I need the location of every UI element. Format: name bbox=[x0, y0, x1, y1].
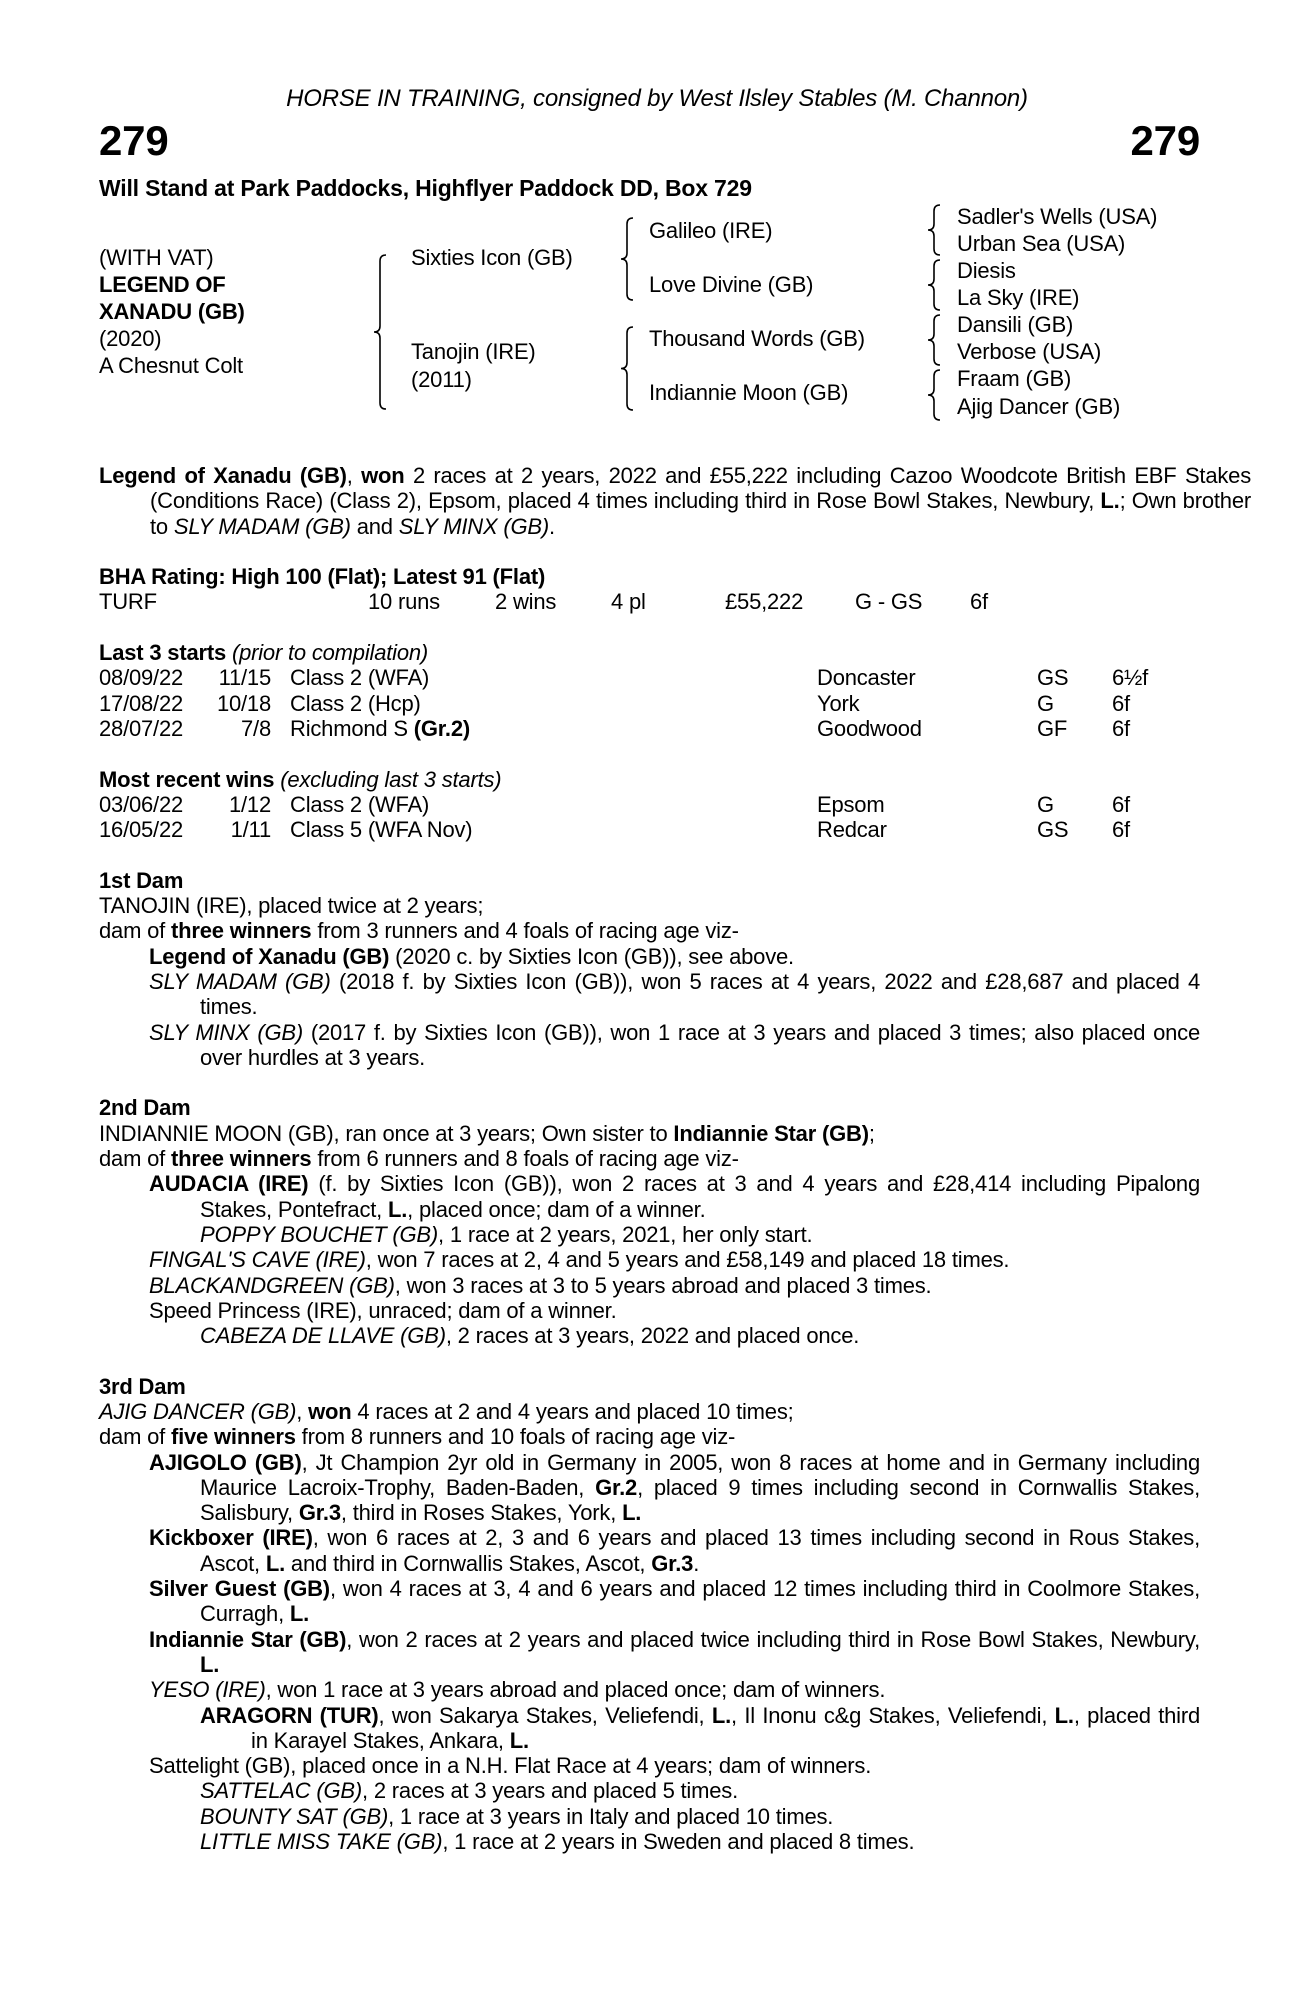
produce-entry bbox=[99, 1146, 1200, 1171]
last-3-starts-section bbox=[99, 640, 1200, 741]
text-segment: TANOJIN (IRE), placed twice at 2 years; bbox=[99, 893, 484, 919]
great-grandparent-name: La Sky (IRE) bbox=[957, 285, 1080, 311]
race-name: Class 2 (WFA) bbox=[290, 665, 430, 691]
produce-entry bbox=[99, 1399, 1200, 1424]
race-date: 16/05/22 bbox=[99, 817, 184, 843]
race-going: G bbox=[1037, 791, 1054, 817]
text-segment: SLY MINX (GB) bbox=[398, 513, 549, 539]
race-course: York bbox=[817, 690, 860, 716]
produce-entry bbox=[99, 1525, 1200, 1576]
recent-wins-title: Most recent wins bbox=[99, 766, 275, 792]
text-segment: , won 6 races at 2, 3 and 6 years and placed 13 times including second in Rous Stakes, Ascot, bbox=[200, 1525, 1200, 1576]
wins: 2 wins bbox=[495, 589, 557, 615]
text-segment: , won Sakarya Stakes, Veliefendi, bbox=[378, 1702, 712, 1728]
text-segment: YESO (IRE) bbox=[149, 1677, 266, 1703]
text-segment: won bbox=[308, 1398, 352, 1424]
lot-number-left: 279 bbox=[99, 117, 169, 164]
pedigree-brace bbox=[928, 260, 942, 310]
text-segment: L. bbox=[622, 1500, 642, 1526]
horse-name-line: (2020) bbox=[99, 326, 162, 352]
pedigree-brace bbox=[928, 370, 942, 420]
pedigree-brace bbox=[621, 218, 635, 300]
text-segment: 4 races at 2 and 4 years and placed 10 times; bbox=[351, 1398, 794, 1424]
text-segment: Silver Guest (GB) bbox=[149, 1576, 330, 1602]
great-grandparent-name: Fraam (GB) bbox=[957, 366, 1072, 392]
text-segment: L. bbox=[509, 1727, 529, 1753]
race-going: G bbox=[1037, 690, 1054, 716]
recent-wins-note: (excluding last 3 starts) bbox=[280, 766, 502, 792]
produce-entry bbox=[99, 893, 1200, 918]
race-position: 1/12 bbox=[228, 791, 271, 817]
text-segment: ; Own brother to bbox=[150, 488, 1251, 539]
stabling-location: Will Stand at Park Paddocks, Highflyer Paddock DD, Box 729 bbox=[99, 175, 752, 201]
text-segment: from 6 runners and 8 foals of racing age viz- bbox=[311, 1146, 739, 1172]
race-name: Class 2 (Hcp) bbox=[290, 690, 421, 716]
text-segment: L. bbox=[1100, 488, 1120, 514]
race-row bbox=[99, 817, 1200, 842]
pedigree-brace bbox=[928, 315, 942, 365]
race-date: 03/06/22 bbox=[99, 791, 184, 817]
produce-entry bbox=[99, 1753, 1200, 1778]
race-distance: 6f bbox=[1112, 791, 1130, 817]
text-segment: AUDACIA (IRE) bbox=[149, 1171, 309, 1197]
horse-name-line: (WITH VAT) bbox=[99, 245, 214, 271]
text-segment: BOUNTY SAT (GB) bbox=[200, 1803, 389, 1829]
race-going: GS bbox=[1037, 665, 1069, 691]
grandparent-name: Galileo (IRE) bbox=[649, 218, 773, 244]
text-segment: (f. by Sixties Icon (GB)), won 2 races at 3 and 4 years and £28,414 including Pipalong Stakes, Pontefract, bbox=[200, 1171, 1200, 1222]
dam-name: Tanojin (IRE) bbox=[411, 339, 536, 365]
produce-entry bbox=[99, 1450, 1200, 1526]
text-segment: Kickboxer (IRE) bbox=[149, 1525, 313, 1551]
text-segment: (2020 c. by Sixties Icon (GB)), see above. bbox=[389, 943, 794, 969]
horse-name-line: A Chesnut Colt bbox=[99, 353, 243, 379]
race-name: Class 2 (WFA) bbox=[290, 791, 430, 817]
race-position: 10/18 bbox=[216, 690, 271, 716]
produce-entry bbox=[99, 1677, 1200, 1702]
second-dam-section bbox=[99, 1095, 1200, 1348]
dam-heading: 3rd Dam bbox=[99, 1373, 186, 1399]
race-title bbox=[290, 665, 429, 690]
text-segment: , 1 race at 2 years, 2021, her only start. bbox=[438, 1221, 813, 1247]
text-segment: from 8 runners and 10 foals of racing age viz- bbox=[295, 1424, 736, 1450]
text-segment: , 1 race at 2 years in Sweden and placed 8 times. bbox=[442, 1829, 915, 1855]
grandparent-name: Love Divine (GB) bbox=[649, 272, 814, 298]
text-segment: L. bbox=[711, 1702, 732, 1728]
text-segment: L. bbox=[200, 1651, 220, 1677]
text-segment: INDIANNIE MOON (GB), ran once at 3 years; Own sister to bbox=[99, 1120, 674, 1146]
race-grade: (Gr.2) bbox=[413, 715, 471, 741]
great-grandparent-name: Urban Sea (USA) bbox=[957, 231, 1126, 257]
pedigree-brace bbox=[374, 255, 388, 409]
surface: TURF bbox=[99, 589, 157, 615]
race-position: 1/11 bbox=[230, 817, 271, 843]
text-segment: Speed Princess (IRE), unraced; dam of a winner. bbox=[149, 1297, 617, 1323]
lot-number-right: 279 bbox=[1130, 117, 1200, 164]
third-dam-section bbox=[99, 1374, 1200, 1855]
text-segment: Indiannie Star (GB) bbox=[149, 1626, 347, 1652]
produce-entry bbox=[99, 1247, 1200, 1272]
text-segment: three winners bbox=[170, 1146, 312, 1172]
race-course: Redcar bbox=[817, 817, 887, 843]
text-segment: L. bbox=[1054, 1702, 1074, 1728]
recent-wins-section bbox=[99, 767, 1200, 843]
text-segment: Gr.3 bbox=[651, 1550, 694, 1576]
produce-entry bbox=[99, 1121, 1200, 1146]
race-distance: 6f bbox=[1112, 817, 1130, 843]
last-starts-note: (prior to compilation) bbox=[231, 640, 429, 666]
produce-entry bbox=[99, 1020, 1200, 1071]
sire-name: Sixties Icon (GB) bbox=[411, 245, 573, 271]
great-grandparent-name: Diesis bbox=[957, 258, 1016, 284]
last-starts-title: Last 3 starts bbox=[99, 640, 227, 666]
race-distance: 6f bbox=[1112, 690, 1130, 716]
race-row bbox=[99, 691, 1200, 716]
text-segment: SLY MADAM (GB) bbox=[149, 968, 331, 994]
text-segment: Sattelight (GB), placed once in a N.H. Flat Race at 4 years; dam of winners. bbox=[149, 1753, 872, 1779]
produce-entry bbox=[99, 1273, 1200, 1298]
text-segment: (2017 f. by Sixties Icon (GB)), won 1 race at 3 years and placed 3 times; also placed once over hurdles at 3 years. bbox=[200, 1019, 1200, 1070]
race-row bbox=[99, 792, 1200, 817]
text-segment: , won 2 races at 2 years and placed twice including third in Rose Bowl Stakes, Newbury, bbox=[346, 1626, 1200, 1652]
pedigree-brace bbox=[621, 327, 635, 410]
text-segment: , bbox=[296, 1398, 309, 1424]
dam-heading: 1st Dam bbox=[99, 867, 184, 893]
text-segment: SLY MADAM (GB) bbox=[173, 513, 351, 539]
horse-name-line: XANADU (GB) bbox=[99, 299, 245, 325]
produce-entry bbox=[99, 1804, 1200, 1829]
text-segment: ; bbox=[868, 1120, 875, 1146]
text-segment: from 3 runners and 4 foals of racing age viz- bbox=[311, 918, 739, 944]
race-date: 28/07/22 bbox=[99, 715, 184, 741]
text-segment: , 2 races at 3 years, 2022 and placed once. bbox=[445, 1323, 860, 1349]
race-course: Goodwood bbox=[817, 715, 922, 741]
text-segment: SLY MINX (GB) bbox=[149, 1019, 304, 1045]
dam-year: (2011) bbox=[411, 367, 472, 393]
race-title bbox=[290, 716, 470, 741]
text-segment: dam of bbox=[99, 1146, 171, 1172]
text-segment: Gr.2 bbox=[595, 1474, 638, 1500]
placed: 4 pl bbox=[611, 589, 646, 615]
great-grandparent-name: Dansili (GB) bbox=[957, 312, 1074, 338]
produce-entry bbox=[99, 1703, 1200, 1754]
race-position: 11/15 bbox=[218, 665, 271, 691]
consignor-heading: HORSE IN TRAINING, consigned by West Ilsley Stables (M. Channon) bbox=[286, 85, 1028, 112]
catalogue-body bbox=[99, 463, 1251, 1855]
race-course: Epsom bbox=[817, 791, 885, 817]
great-grandparent-name: Sadler's Wells (USA) bbox=[957, 204, 1158, 230]
text-segment: FINGAL'S CAVE (IRE) bbox=[149, 1247, 366, 1273]
text-segment: L. bbox=[265, 1550, 286, 1576]
produce-entry bbox=[99, 969, 1200, 1020]
race-row bbox=[99, 716, 1200, 741]
bha-rating-title: BHA Rating: High 100 (Flat); Latest 91 (Flat) bbox=[99, 564, 546, 590]
great-grandparent-name: Ajig Dancer (GB) bbox=[957, 394, 1121, 420]
text-segment: Indiannie Star (GB) bbox=[673, 1120, 869, 1146]
text-segment: , 2 races at 3 years and placed 5 times. bbox=[362, 1778, 738, 1804]
text-segment: and bbox=[350, 513, 399, 539]
text-segment: L. bbox=[289, 1601, 310, 1627]
text-segment: and third in Cornwallis Stakes, Ascot, bbox=[285, 1550, 652, 1576]
bha-rating-section bbox=[99, 564, 1200, 615]
text-segment: SATTELAC (GB) bbox=[200, 1778, 363, 1804]
produce-entry bbox=[99, 944, 1200, 969]
text-segment: five winners bbox=[170, 1424, 296, 1450]
horse-name-line: LEGEND OF bbox=[99, 272, 226, 298]
race-date: 17/08/22 bbox=[99, 690, 184, 716]
text-segment: ARAGORN (TUR) bbox=[200, 1702, 379, 1728]
text-segment: Legend of Xanadu (GB) bbox=[149, 943, 390, 969]
text-segment: CABEZA DE LLAVE (GB) bbox=[200, 1323, 446, 1349]
race-summary bbox=[99, 463, 1251, 539]
text-segment: , bbox=[346, 463, 362, 488]
text-segment: , third in Roses Stakes, York, bbox=[340, 1500, 623, 1526]
produce-entry bbox=[99, 1576, 1200, 1627]
produce-entry bbox=[99, 1829, 1200, 1854]
grandparent-name: Indiannie Moon (GB) bbox=[649, 380, 849, 406]
text-segment: AJIG DANCER (GB) bbox=[99, 1398, 297, 1424]
race-distance: 6½f bbox=[1112, 665, 1149, 691]
race-date: 08/09/22 bbox=[99, 665, 184, 691]
produce-entry bbox=[99, 1778, 1200, 1803]
race-title bbox=[290, 817, 472, 842]
text-segment: LITTLE MISS TAKE (GB) bbox=[200, 1829, 443, 1855]
text-segment: , won 4 races at 3, 4 and 6 years and placed 12 times including third in Coolmore Stakes, Curragh, bbox=[200, 1576, 1200, 1627]
text-segment: , won 7 races at 2, 4 and 5 years and £58,149 and placed 18 times. bbox=[365, 1247, 1010, 1273]
race-name: Class 5 (WFA Nov) bbox=[290, 817, 473, 843]
text-segment: , won 1 race at 3 years abroad and placed once; dam of winners. bbox=[265, 1677, 886, 1703]
dam-heading: 2nd Dam bbox=[99, 1095, 191, 1121]
produce-entry bbox=[99, 918, 1200, 943]
runs: 10 runs bbox=[368, 589, 440, 615]
text-segment: . bbox=[548, 513, 555, 539]
race-going: GS bbox=[1037, 817, 1069, 843]
great-grandparent-name: Verbose (USA) bbox=[957, 339, 1102, 365]
grandparent-name: Thousand Words (GB) bbox=[649, 326, 865, 352]
pedigree-brace bbox=[928, 205, 942, 255]
race-title bbox=[290, 792, 429, 817]
text-segment: Gr.3 bbox=[298, 1500, 341, 1526]
text-segment: L. bbox=[388, 1196, 408, 1222]
text-segment: (2018 f. by Sixties Icon (GB)), won 5 races at 4 years, 2022 and £28,687 and placed 4 times. bbox=[200, 968, 1200, 1020]
text-segment: , placed once; dam of a winner. bbox=[407, 1196, 706, 1222]
first-dam-section bbox=[99, 868, 1200, 1070]
turf-record-row bbox=[99, 589, 1200, 614]
earnings: £55,222 bbox=[725, 589, 804, 615]
text-segment: POPPY BOUCHET (GB) bbox=[200, 1221, 439, 1247]
race-name: Richmond S bbox=[290, 715, 414, 741]
text-segment: , placed 9 times including second in Cornwallis Stakes, Salisbury, bbox=[200, 1474, 1200, 1526]
text-segment: , 1 race at 3 years in Italy and placed 10 times. bbox=[388, 1803, 834, 1829]
race-course: Doncaster bbox=[817, 665, 916, 691]
text-segment: . bbox=[693, 1550, 700, 1576]
text-segment: dam of bbox=[99, 1424, 171, 1450]
text-segment: , won 3 races at 3 to 5 years abroad and placed 3 times. bbox=[394, 1272, 932, 1298]
text-segment: 2 races at 2 years, 2022 and £55,222 including Cazoo Woodcote British EBF Stakes (Conditions Race) (Class 2), Epsom, placed 4 times including third in Rose Bowl Stakes, Newbury, bbox=[150, 463, 1251, 514]
produce-entry bbox=[99, 1222, 1200, 1247]
race-distance: 6f bbox=[1112, 715, 1130, 741]
produce-entry bbox=[99, 1323, 1200, 1348]
going-range: G - GS bbox=[855, 589, 923, 615]
race-title bbox=[290, 691, 421, 716]
produce-entry bbox=[99, 1627, 1200, 1678]
text-segment: BLACKANDGREEN (GB) bbox=[149, 1272, 395, 1298]
distance: 6f bbox=[970, 589, 988, 615]
produce-entry bbox=[99, 1424, 1200, 1449]
text-segment: three winners bbox=[170, 918, 312, 944]
text-segment: AJIGOLO (GB) bbox=[149, 1449, 302, 1475]
text-segment: won bbox=[361, 463, 405, 488]
race-going: GF bbox=[1037, 715, 1068, 741]
text-segment: Legend of Xanadu (GB) bbox=[99, 463, 347, 488]
produce-entry bbox=[99, 1171, 1200, 1222]
text-segment: dam of bbox=[99, 918, 171, 944]
text-segment: , Il Inonu c&g Stakes, Veliefendi, bbox=[731, 1702, 1055, 1728]
race-position: 7/8 bbox=[241, 715, 271, 741]
race-row bbox=[99, 665, 1200, 690]
text-segment: , placed third in Karayel Stakes, Ankara, bbox=[251, 1702, 1200, 1753]
text-segment: , Jt Champion 2yr old in Germany in 2005, won 8 races at home and in Germany including Maurice Lacroix-Trophy, Baden-Baden, bbox=[200, 1449, 1200, 1500]
produce-entry bbox=[99, 1298, 1200, 1323]
